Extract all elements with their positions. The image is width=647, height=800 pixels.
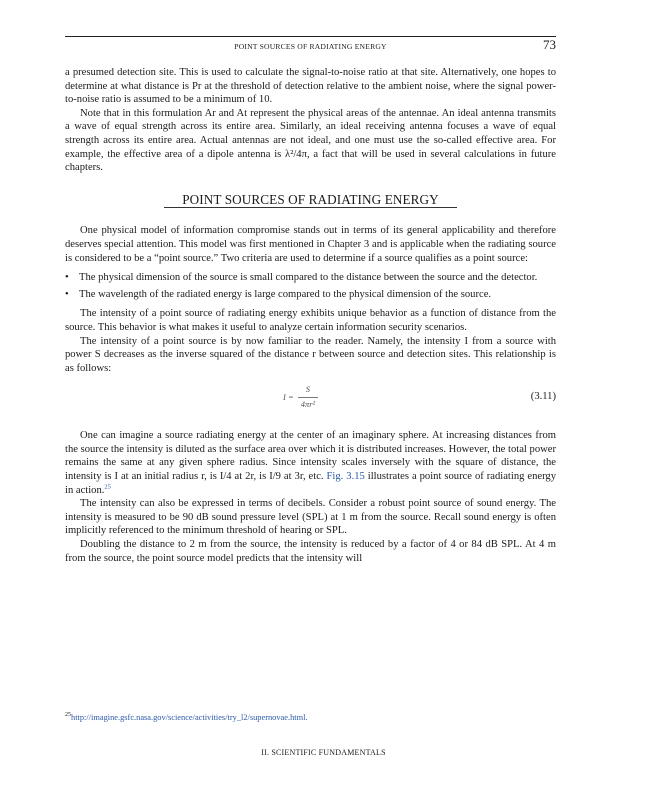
paragraph-6	[65, 429, 556, 497]
equation-lhs: I =	[283, 391, 294, 402]
running-foot: II. SCIENTIFIC FUNDAMENTALS	[261, 748, 386, 757]
paragraph-4: The intensity of a point source of radiating energy exhibits unique behavior as a function of distance from the source. This behavior is what makes it useful to analyze certain information security scenarios.	[65, 308, 556, 333]
paragraph-6-tail: illustrates a point source of radiating energy in action.	[65, 471, 557, 496]
body-text	[65, 66, 556, 565]
paragraph-6-text: One can imagine a source radiating energy at the center of an imaginary sphere. At increasing distances from the source the intensity is diluted as the surface area over which it is distributed increases. However, the total power remains the same at any given sphere radius. Since intensity scales inversely with the square of distance, the intensity is I at an initial radius r, is I/4 at 2r, is I/9 at 3r, etc.	[65, 430, 556, 483]
footnote-mark: 25	[65, 712, 71, 719]
running-head	[65, 36, 556, 53]
figure-link[interactable]: Fig. 3.15	[326, 471, 365, 483]
equation	[283, 383, 318, 411]
equation-fraction	[298, 383, 318, 411]
paragraph-8: Doubling the distance to 2 m from the source, the intensity is reduced by a factor of 4 or 84 dB SPL. At 4 m from the source, the point source model predicts that the intensity will	[65, 539, 556, 564]
equation-numerator: S	[305, 384, 311, 395]
bullet-text: The wavelength of the radiated energy is large compared to the physical dimension of the source.	[79, 288, 492, 300]
paragraph-1: a presumed detection site. This is used to calculate the signal-to-noise ratio at that site. Alternatively, one hopes to determine at what distance is Pr at the threshold of detection relative to the ambient noise, where the signal power-to-noise ratio is assumed to be a minimum of 10.	[65, 67, 556, 106]
list-item: • The physical dimension of the source is small compared to the distance between the source and the detector.	[65, 272, 538, 284]
paragraph-7: The intensity can also be expressed in terms of decibels. Consider a robust point source of sound energy. The intensity is measured to be 90 dB sound pressure level (SPL) at 1 m from the source. Recall sound energy is often implicitly referenced to the minimum threshold of hearing or SPL.	[65, 498, 556, 537]
footnote-ref[interactable]: 25	[104, 483, 111, 491]
running-title: POINT SOURCES OF RADIATING ENERGY	[234, 42, 387, 51]
paragraph-5: The intensity of a point source is by now familiar to the reader. Namely, the intensity I from a source with power S decreases as the inverse squared of the distance r between source and detection sites. This relationship is as follows:	[65, 335, 556, 374]
footnote-url[interactable]: http://imagine.gsfc.nasa.gov/science/activities/try_l2/supernovae.html.	[71, 713, 308, 722]
section-heading-text: POINT SOURCES OF RADIATING ENERGY	[164, 193, 457, 209]
equation-number: (3.11)	[530, 391, 556, 403]
equation-row	[65, 381, 556, 419]
bullet-list	[65, 271, 556, 301]
equation-denominator: 4πr²	[298, 397, 318, 412]
page-number: 73	[543, 37, 556, 52]
section-heading	[65, 193, 556, 209]
paragraph-3: One physical model of information compromise stands out in terms of its general applicability and therefore deserves special attention. This model was first mentioned in Chapter 3 and is applicable when the radiating source is considered to be a “point source.” Two criteria are used to determine if a source qualifies as a point source:	[65, 225, 556, 264]
footnote	[65, 713, 556, 722]
paragraph-2: Note that in this formulation Ar and At represent the physical areas of the antennae. An ideal antenna transmits a wave of equal strength across its entire area. Similarly, an ideal receiving antenna focuses a wave of equal strength across its entire area. Actual antennas are not ideal, and one must use the so-called effective area. For example, the effective area of a dipole antenna is λ²/4π, a fact that will be used in several calculations in future chapters.	[65, 107, 556, 174]
list-item: • The wavelength of the radiated energy is large compared to the physical dimension of the source.	[65, 288, 492, 300]
bullet-text: The physical dimension of the source is small compared to the distance between the source and the detector.	[79, 272, 538, 284]
